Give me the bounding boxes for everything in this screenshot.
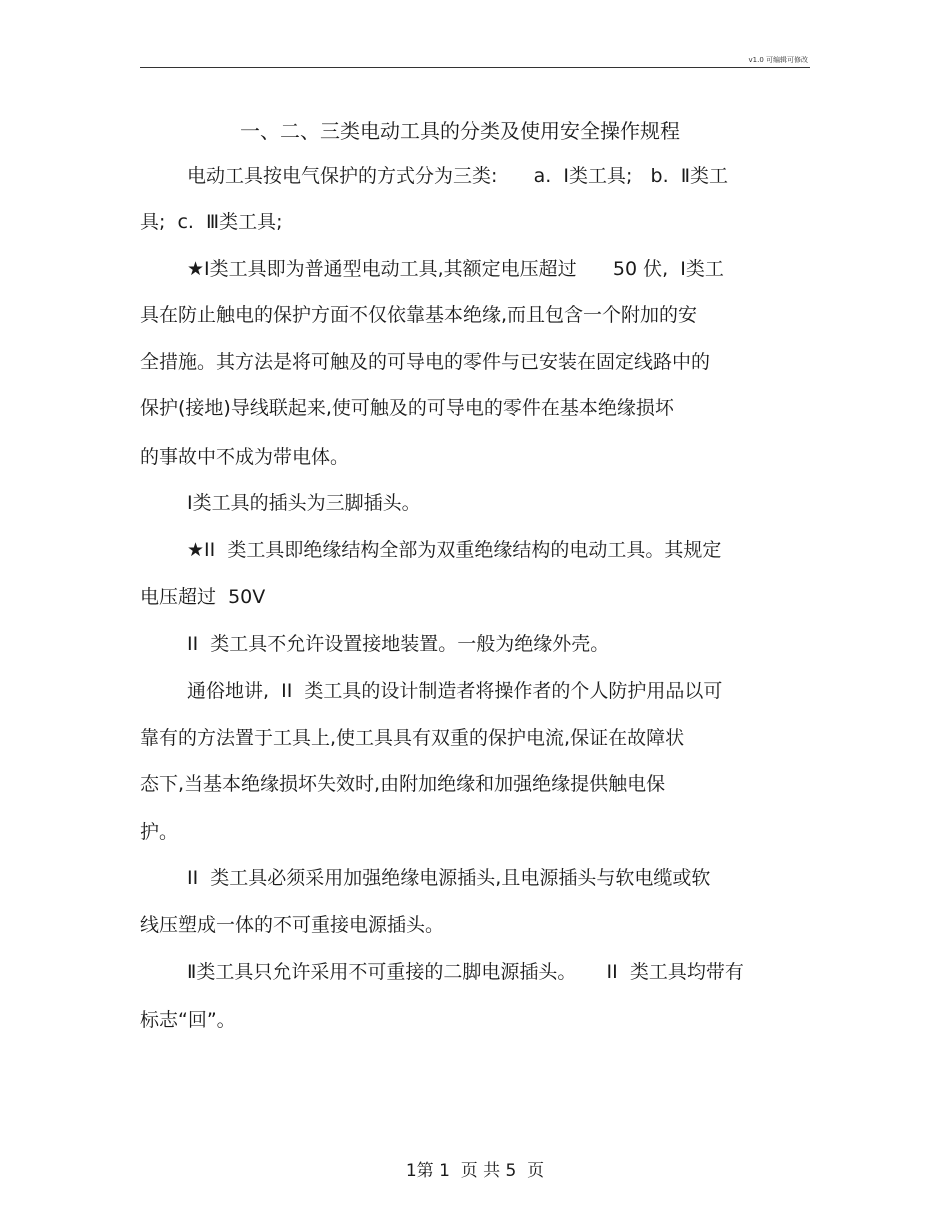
paragraph-line: ★Ⅰ类工具即为普通型电动工具,其额定电压超过 50 伏, Ⅰ类工	[187, 258, 724, 280]
page-title: 一、二、三类电动工具的分类及使用安全操作规程	[240, 119, 680, 143]
paragraph-line: 标志“回”。	[140, 1009, 236, 1031]
paragraph-line: II 类工具必须采用加强绝缘电源插头,且电源插头与软电缆或软	[187, 867, 711, 889]
paragraph-line: 电动工具按电气保护的方式分为三类: a. Ⅰ类工具; b. Ⅱ类工	[187, 165, 729, 187]
paragraph-line: ★II 类工具即绝缘结构全部为双重绝缘结构的电动工具。其规定	[187, 539, 722, 561]
paragraph-line: 通俗地讲, II 类工具的设计制造者将操作者的个人防护用品以可	[187, 680, 723, 702]
paragraph-line: 靠有的方法置于工具上,使工具具有双重的保护电流,保证在故障状	[140, 727, 685, 749]
paragraph-line: 的事故中不成为带电体。	[140, 446, 350, 468]
paragraph-line: 具在防止触电的保护方面不仅依靠基本绝缘,而且包含一个附加的安	[140, 304, 698, 326]
paragraph-line: Ⅰ类工具的插头为三脚插头。	[187, 492, 421, 514]
paragraph-line: 态下,当基本绝缘损坏失效时,由附加绝缘和加强绝缘提供触电保	[140, 773, 666, 795]
paragraph-line: 保护(接地)导线联起来,使可触及的可导电的零件在基本绝缘损坏	[140, 397, 674, 419]
paragraph-line: 全措施。其方法是将可触及的可导电的零件与已安装在固定线路中的	[140, 351, 711, 373]
header-rule	[140, 67, 810, 68]
paragraph-line: 具; c. Ⅲ类工具;	[140, 211, 283, 233]
paragraph-line: II 类工具不允许设置接地装置。一般为绝缘外壳。	[187, 633, 610, 655]
page-footer: 1第 1 页 共 5 页	[405, 1161, 545, 1181]
paragraph-line: 线压塑成一体的不可重接电源插头。	[140, 914, 445, 936]
paragraph-line: 电压超过 50V	[140, 586, 266, 608]
paragraph-line: 护。	[140, 821, 179, 843]
header-note: v1.0 可编辑可修改	[748, 56, 808, 64]
paragraph-line: Ⅱ类工具只允许采用不可重接的二脚电源插头。 II 类工具均带有	[187, 961, 744, 983]
